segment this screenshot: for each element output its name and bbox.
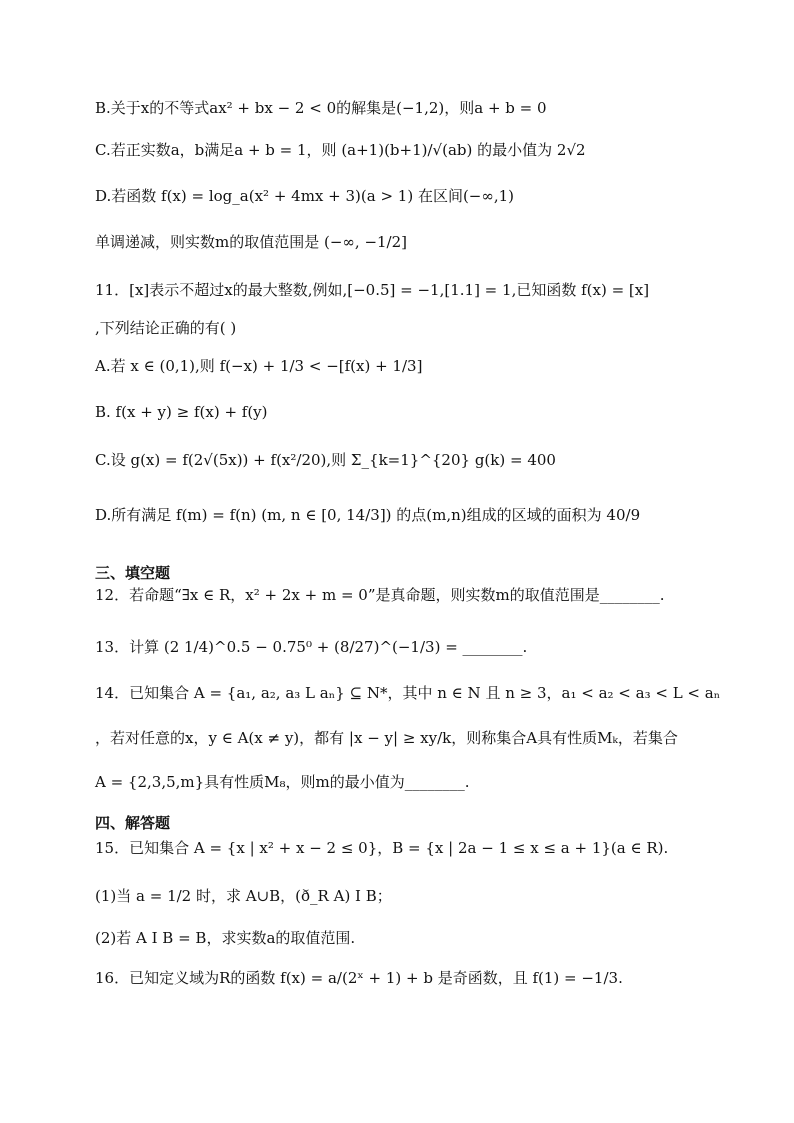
line-option-11b: B. f(x + y) ≥ f(x) + f(y) [95, 403, 268, 421]
line-option-10c: C.若正实数a，b满足a + b = 1，则 (a+1)(b+1)/√(ab) 的最小值为 2√2 [95, 141, 586, 159]
line-option-11c: C.设 g(x) = f(2√(5x)) + f(x²/20),则 Σ_{k=1}^{20} g(k) = 400 [95, 451, 556, 469]
line-section-4: 四、解答题 [95, 814, 171, 832]
line-option-10b: B.关于x的不等式ax² + bx − 2 < 0的解集是(−1,2)，则a + b = 0 [95, 99, 547, 117]
line-option-11d: D.所有满足 f(m) = f(n) (m, n ∈ [0, 14/3]) 的点(m,n)组成的区域的面积为 40/9 [95, 506, 641, 524]
line-question-12: 12．若命题“∃x ∈ R，x² + 2x + m = 0”是真命题，则实数m的取值范围是________. [95, 586, 665, 604]
line-option-11a: A.若 x ∈ (0,1),则 f(−x) + 1/3 < −[f(x) + 1/3] [95, 357, 423, 375]
line-question-16: 16．已知定义域为R的函数 f(x) = a/(2ˣ + 1) + b 是奇函数，且 f(1) = −1/3. [95, 969, 623, 987]
line-question-13: 13．计算 (2 1/4)^0.5 − 0.75⁰ + (8/27)^(−1/3) = ________. [95, 638, 528, 656]
line-question-15: 15．已知集合 A = {x | x² + x − 2 ≤ 0}，B = {x | 2a − 1 ≤ x ≤ a + 1}(a ∈ R). [95, 839, 669, 857]
line-question-14: 14．已知集合 A = {a₁, a₂, a₃ L aₙ} ⊆ N*，其中 n ∈ N 且 n ≥ 3，a₁ < a₂ < a₃ < L < aₙ [95, 684, 721, 702]
line-question-11-cont: ,下列结论正确的有( ) [95, 319, 237, 337]
line-option-10d-cont: 单调递减，则实数m的取值范围是 (−∞, −1/2] [95, 233, 408, 251]
line-question-15-1: (1)当 a = 1/2 时，求 A∪B，(ð_R A) I B； [95, 887, 392, 905]
line-question-14-cont2: A = {2,3,5,m}具有性质M₈，则m的最小值为________. [95, 773, 470, 791]
line-question-15-2: (2)若 A I B = B，求实数a的取值范围. [95, 929, 356, 947]
line-option-10d: D.若函数 f(x) = log_a(x² + 4mx + 3)(a > 1) 在区间(−∞,1) [95, 187, 515, 205]
line-question-14-cont: ，若对任意的x，y ∈ A(x ≠ y)，都有 |x − y| ≥ xy/k，则称集合A具有性质Mₖ，若集合 [95, 729, 678, 747]
line-section-3: 三、填空题 [95, 564, 171, 582]
line-question-11: 11．[x]表示不超过x的最大整数,例如,[−0.5] = −1,[1.1] = 1,已知函数 f(x) = [x] [95, 281, 650, 299]
